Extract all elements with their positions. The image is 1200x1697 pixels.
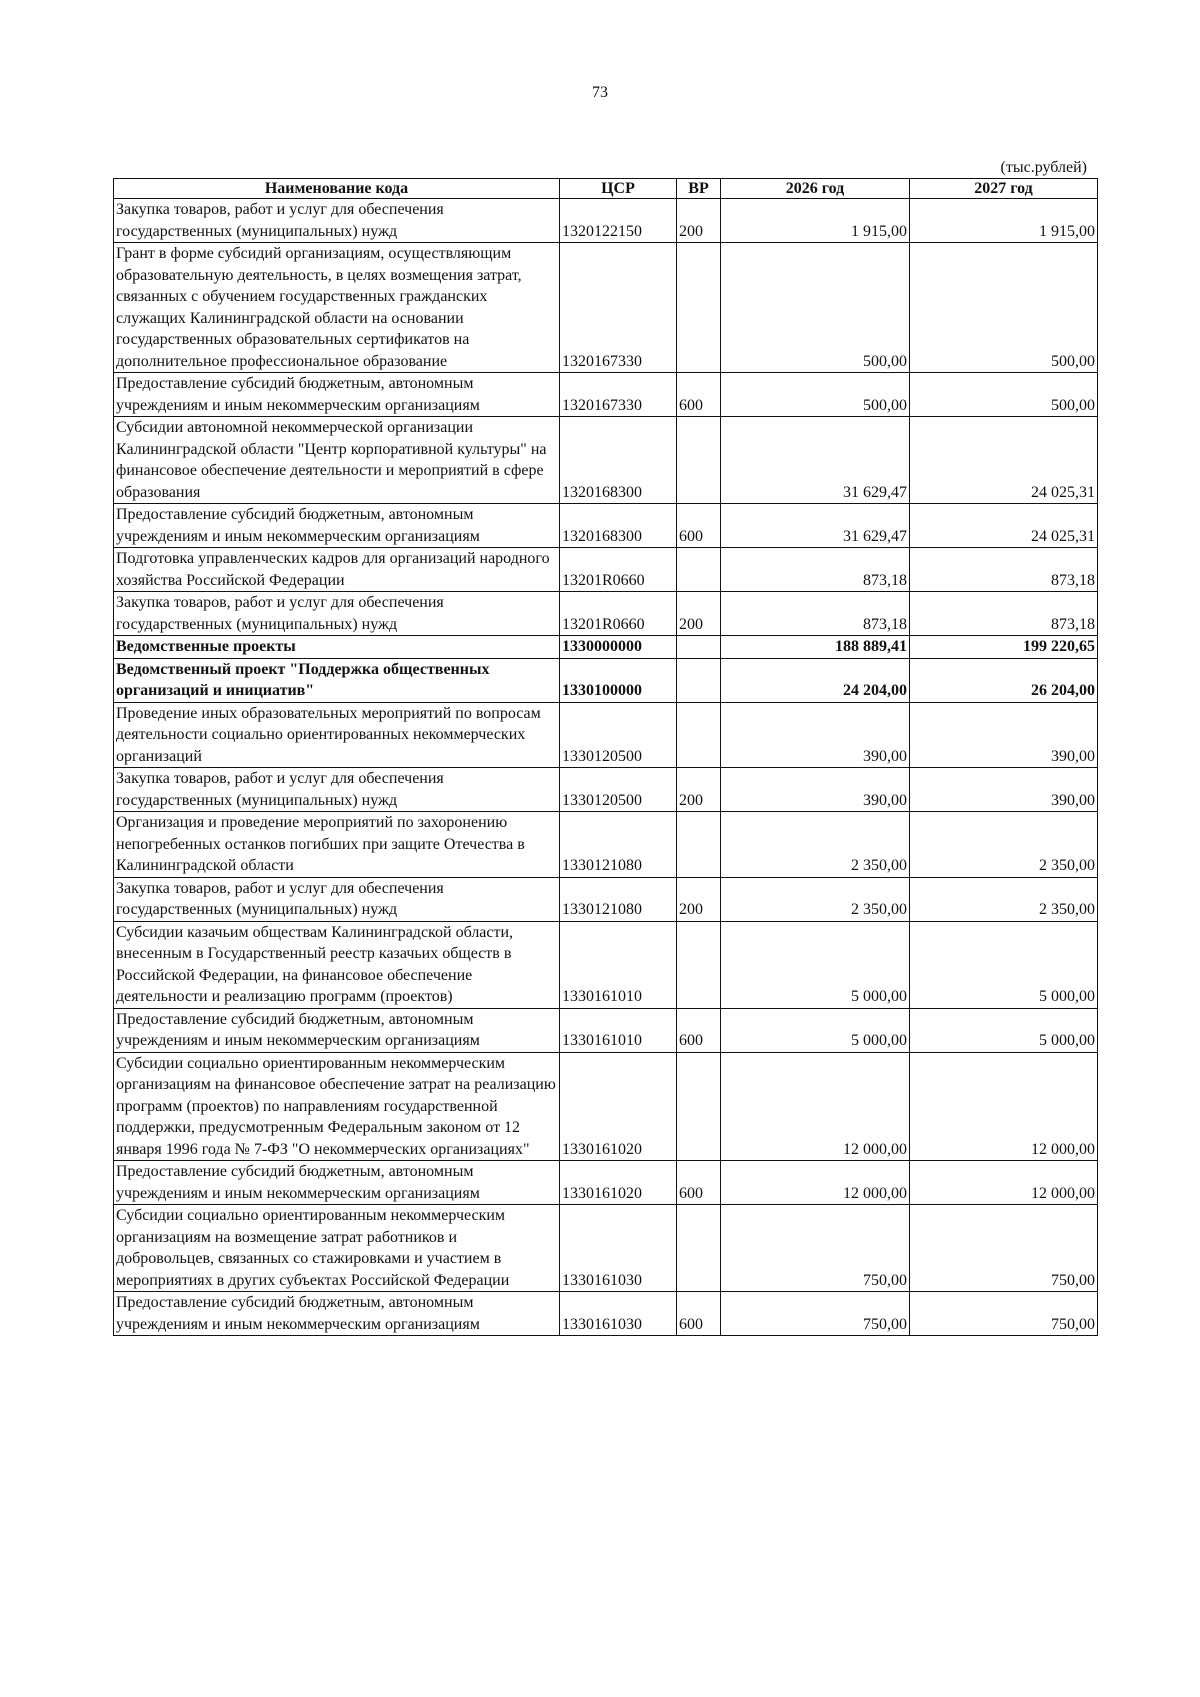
cell-vr bbox=[677, 1052, 721, 1161]
cell-vr bbox=[677, 548, 721, 592]
cell-csr: 13201R0660 bbox=[560, 548, 677, 592]
table-row bbox=[114, 199, 1098, 243]
units-label: (тыс.рублей) bbox=[1000, 159, 1087, 176]
table-row bbox=[114, 548, 1098, 592]
cell-name: Предоставление субсидий бюджетным, автономным учреждениям и иным некоммерческим организациям bbox=[114, 1292, 560, 1336]
cell-2026: 873,18 bbox=[721, 592, 910, 636]
cell-csr: 1320122150 bbox=[560, 199, 677, 243]
cell-csr: 1330161030 bbox=[560, 1292, 677, 1336]
table-row bbox=[114, 658, 1098, 702]
table-row bbox=[114, 1292, 1098, 1336]
cell-vr bbox=[677, 921, 721, 1008]
cell-name: Субсидии социально ориентированным некоммерческим организациям на возмещение затрат работников и добровольцев, связанных со стажировками и участием в мероприятиях в других субъектах Российской Федерации bbox=[114, 1205, 560, 1292]
cell-2026: 1 915,00 bbox=[721, 199, 910, 243]
cell-2026: 2 350,00 bbox=[721, 812, 910, 878]
cell-2027: 5 000,00 bbox=[910, 921, 1098, 1008]
cell-name: Закупка товаров, работ и услуг для обеспечения государственных (муниципальных) нужд bbox=[114, 768, 560, 812]
table-row bbox=[114, 768, 1098, 812]
page-number: 73 bbox=[592, 84, 608, 101]
cell-2027: 5 000,00 bbox=[910, 1008, 1098, 1052]
table-row bbox=[114, 504, 1098, 548]
cell-csr: 1330161010 bbox=[560, 921, 677, 1008]
cell-2026: 873,18 bbox=[721, 548, 910, 592]
cell-vr: 200 bbox=[677, 592, 721, 636]
cell-2027: 873,18 bbox=[910, 548, 1098, 592]
cell-name: Субсидии социально ориентированным некоммерческим организациям на финансовое обеспечение затрат на реализацию программ (проектов) по направлениям государственной поддержки, предусмотренным Федеральным законом от 12 января 1996 года № 7-ФЗ "О некоммерческих организациях" bbox=[114, 1052, 560, 1161]
cell-vr: 600 bbox=[677, 504, 721, 548]
cell-name: Субсидии автономной некоммерческой организации Калининградской области "Центр корпоративной культуры" на финансовое обеспечение деятельности и мероприятий в сфере образования bbox=[114, 417, 560, 504]
cell-name: Предоставление субсидий бюджетным, автономным учреждениям и иным некоммерческим организациям bbox=[114, 1161, 560, 1205]
header-name: Наименование кода bbox=[114, 179, 560, 199]
cell-csr: 1330000000 bbox=[560, 636, 677, 659]
cell-2027: 24 025,31 bbox=[910, 504, 1098, 548]
cell-csr: 1330120500 bbox=[560, 702, 677, 768]
cell-vr: 200 bbox=[677, 877, 721, 921]
cell-vr bbox=[677, 658, 721, 702]
cell-2026: 390,00 bbox=[721, 702, 910, 768]
cell-name: Ведомственные проекты bbox=[114, 636, 560, 659]
cell-name: Предоставление субсидий бюджетным, автономным учреждениям и иным некоммерческим организациям bbox=[114, 1008, 560, 1052]
table-row bbox=[114, 592, 1098, 636]
cell-name: Предоставление субсидий бюджетным, автономным учреждениям и иным некоммерческим организациям bbox=[114, 373, 560, 417]
cell-csr: 1320168300 bbox=[560, 417, 677, 504]
table-row bbox=[114, 1008, 1098, 1052]
header-csr: ЦСР bbox=[560, 179, 677, 199]
table-row bbox=[114, 877, 1098, 921]
table-header-row bbox=[114, 179, 1098, 199]
cell-2027: 500,00 bbox=[910, 243, 1098, 373]
cell-vr bbox=[677, 243, 721, 373]
cell-vr bbox=[677, 417, 721, 504]
cell-csr: 1330121080 bbox=[560, 877, 677, 921]
cell-name: Закупка товаров, работ и услуг для обеспечения государственных (муниципальных) нужд bbox=[114, 199, 560, 243]
cell-2027: 12 000,00 bbox=[910, 1161, 1098, 1205]
table-row bbox=[114, 373, 1098, 417]
cell-2027: 500,00 bbox=[910, 373, 1098, 417]
cell-vr bbox=[677, 1205, 721, 1292]
cell-2027: 2 350,00 bbox=[910, 877, 1098, 921]
cell-2027: 26 204,00 bbox=[910, 658, 1098, 702]
cell-2027: 199 220,65 bbox=[910, 636, 1098, 659]
cell-csr: 1320167330 bbox=[560, 373, 677, 417]
table-row bbox=[114, 1052, 1098, 1161]
cell-vr bbox=[677, 702, 721, 768]
cell-name: Закупка товаров, работ и услуг для обеспечения государственных (муниципальных) нужд bbox=[114, 592, 560, 636]
cell-name: Закупка товаров, работ и услуг для обеспечения государственных (муниципальных) нужд bbox=[114, 877, 560, 921]
cell-vr: 600 bbox=[677, 1161, 721, 1205]
cell-2026: 12 000,00 bbox=[721, 1052, 910, 1161]
cell-2026: 5 000,00 bbox=[721, 921, 910, 1008]
cell-2027: 12 000,00 bbox=[910, 1052, 1098, 1161]
cell-name: Проведение иных образовательных мероприятий по вопросам деятельности социально ориентированных некоммерческих организаций bbox=[114, 702, 560, 768]
cell-2027: 750,00 bbox=[910, 1205, 1098, 1292]
budget-table bbox=[113, 178, 1098, 1336]
table-row bbox=[114, 417, 1098, 504]
table-row bbox=[114, 243, 1098, 373]
cell-csr: 1330121080 bbox=[560, 812, 677, 878]
cell-2026: 390,00 bbox=[721, 768, 910, 812]
cell-2027: 873,18 bbox=[910, 592, 1098, 636]
cell-name: Субсидии казачьим обществам Калининградской области, внесенным в Государственный реестр казачьих обществ в Российской Федерации, на финансовое обеспечение деятельности и реализацию программ (проектов) bbox=[114, 921, 560, 1008]
cell-2026: 2 350,00 bbox=[721, 877, 910, 921]
cell-csr: 1330100000 bbox=[560, 658, 677, 702]
cell-2026: 24 204,00 bbox=[721, 658, 910, 702]
cell-2026: 31 629,47 bbox=[721, 504, 910, 548]
table-row bbox=[114, 812, 1098, 878]
cell-2027: 390,00 bbox=[910, 768, 1098, 812]
cell-2027: 24 025,31 bbox=[910, 417, 1098, 504]
header-2027: 2027 год bbox=[910, 179, 1098, 199]
cell-name: Подготовка управленческих кадров для организаций народного хозяйства Российской Федерации bbox=[114, 548, 560, 592]
cell-csr: 1330161030 bbox=[560, 1205, 677, 1292]
cell-2027: 750,00 bbox=[910, 1292, 1098, 1336]
cell-2027: 1 915,00 bbox=[910, 199, 1098, 243]
cell-vr: 200 bbox=[677, 199, 721, 243]
table-row bbox=[114, 1205, 1098, 1292]
cell-name: Организация и проведение мероприятий по захоронению непогребенных останков погибших при защите Отечества в Калининградской области bbox=[114, 812, 560, 878]
cell-csr: 13201R0660 bbox=[560, 592, 677, 636]
cell-csr: 1330161010 bbox=[560, 1008, 677, 1052]
cell-2026: 188 889,41 bbox=[721, 636, 910, 659]
table-row bbox=[114, 702, 1098, 768]
cell-2026: 500,00 bbox=[721, 243, 910, 373]
cell-2027: 390,00 bbox=[910, 702, 1098, 768]
cell-2026: 31 629,47 bbox=[721, 417, 910, 504]
cell-csr: 1320167330 bbox=[560, 243, 677, 373]
cell-2026: 5 000,00 bbox=[721, 1008, 910, 1052]
header-vr: ВР bbox=[677, 179, 721, 199]
cell-name: Предоставление субсидий бюджетным, автономным учреждениям и иным некоммерческим организациям bbox=[114, 504, 560, 548]
table-row bbox=[114, 921, 1098, 1008]
cell-csr: 1330161020 bbox=[560, 1161, 677, 1205]
cell-vr: 600 bbox=[677, 1292, 721, 1336]
header-2026: 2026 год bbox=[721, 179, 910, 199]
cell-name: Грант в форме субсидий организациям, осуществляющим образовательную деятельность, в целях возмещения затрат, связанных с обучением государственных гражданских служащих Калининградской области на основании государственных образовательных сертификатов на дополнительное профессиональное образование bbox=[114, 243, 560, 373]
cell-2027: 2 350,00 bbox=[910, 812, 1098, 878]
cell-2026: 12 000,00 bbox=[721, 1161, 910, 1205]
table-body bbox=[114, 199, 1098, 1336]
cell-vr bbox=[677, 812, 721, 878]
cell-vr: 600 bbox=[677, 373, 721, 417]
cell-2026: 750,00 bbox=[721, 1205, 910, 1292]
cell-vr: 600 bbox=[677, 1008, 721, 1052]
table-row bbox=[114, 636, 1098, 659]
cell-2026: 750,00 bbox=[721, 1292, 910, 1336]
cell-csr: 1330120500 bbox=[560, 768, 677, 812]
cell-vr bbox=[677, 636, 721, 659]
cell-vr: 200 bbox=[677, 768, 721, 812]
table-row bbox=[114, 1161, 1098, 1205]
cell-name: Ведомственный проект "Поддержка общественных организаций и инициатив" bbox=[114, 658, 560, 702]
cell-csr: 1320168300 bbox=[560, 504, 677, 548]
cell-csr: 1330161020 bbox=[560, 1052, 677, 1161]
cell-2026: 500,00 bbox=[721, 373, 910, 417]
